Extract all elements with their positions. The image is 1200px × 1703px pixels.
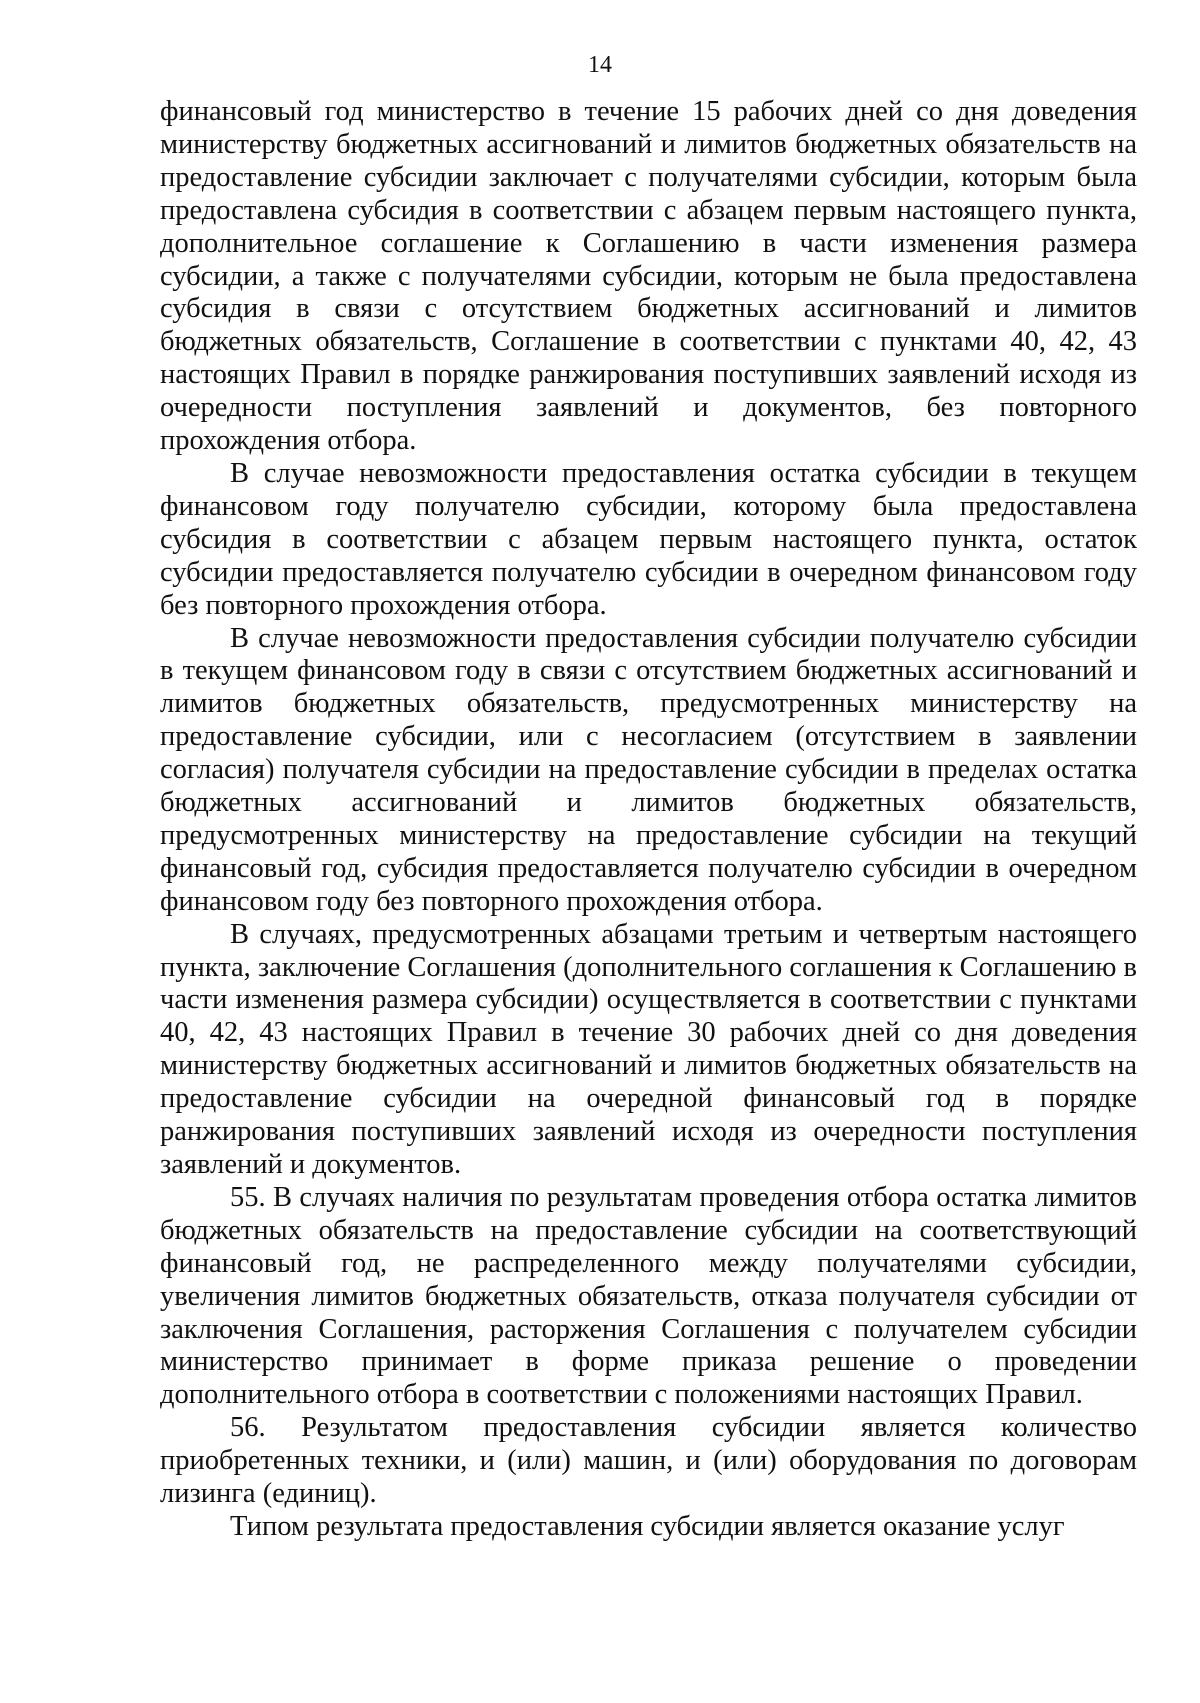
document-body: [160, 96, 1137, 1544]
paragraph-agreement-conclusion: В случаях, предусмотренных абзацами третьим и четвертым настоящего пункта, заключение Соглашения (дополнительного соглашения к Соглашению в части изменения размера субсидии) осуществляется в соответствии с пунктами 40, 42, 43 настоящих Правил в течение 30 рабочих дней со дня доведения министерству бюджетных ассигнований и лимитов бюджетных обязательств на предоставление субсидии на очередной финансовый год в порядке ранжирования поступивших заявлений исходя из очередности поступления заявлений и документов.: [160, 918, 1138, 1180]
paragraph-item-56: 56. Результатом предоставления субсидии является количество приобретенных техники, и (или) машин, и (или) оборудования по договорам лизинга (единиц).: [160, 1412, 1137, 1510]
paragraph-continued: финансовый год министерство в течение 15 рабочих дней со дня доведения министерству бюджетных ассигнований и лимитов бюджетных обязательств на предоставление субсидии заключает с получателями субсидии, которым была предоставлена субсидия в соответствии с абзацем первым настоящего пункта, дополнительное соглашение к Соглашению в части изменения размера субсидии, а также с получателями субсидии, которым не была предоставлена субсидия в связи с отсутствием бюджетных ассигнований и лимитов бюджетных обязательств, Соглашение в соответствии с пунктами 40, 42, 43 настоящих Правил в порядке ранжирования поступивших заявлений исходя из очередности поступления заявлений и документов, без повторного прохождения отбора.: [160, 96, 1137, 457]
page-number: 14: [588, 52, 612, 78]
paragraph-item-55: 55. В случаях наличия по результатам проведения отбора остатка лимитов бюджетных обязательств на предоставление субсидии на соответствующий финансовый год, не распределенного между получателями субсидии, увеличения лимитов бюджетных обязательств, отказа получателя субсидии от заключения Соглашения, расторжения Соглашения с получателем субсидии министерство принимает в форме приказа решение о проведении дополнительного отбора в соответствии с положениями настоящих Правил.: [160, 1181, 1137, 1411]
paragraph-next-year-subsidy: В случае невозможности предоставления субсидии получателю субсидии в текущем финансовом году в связи с отсутствием бюджетных ассигнований и лимитов бюджетных обязательств, предусмотренных министерству на предоставление субсидии, или с несогласием (отсутствием в заявлении согласия) получателя субсидии на предоставление субсидии в пределах остатка бюджетных ассигнований и лимитов бюджетных обязательств, предусмотренных министерству на предоставление субсидии на текущий финансовый год, субсидия предоставляется получателю субсидии в очередном финансовом году без повторного прохождения отбора.: [160, 622, 1137, 917]
paragraph-result-type: Типом результата предоставления субсидии является оказание услуг: [230, 1510, 1065, 1542]
paragraph-remaining-subsidy: В случае невозможности предоставления остатка субсидии в текущем финансовом году получателю субсидии, которому была предоставлена субсидия в соответствии с абзацем первым настоящего пункта, остаток субсидии предоставляется получателю субсидии в очередном финансовом году без повторного прохождения отбора.: [160, 457, 1137, 621]
